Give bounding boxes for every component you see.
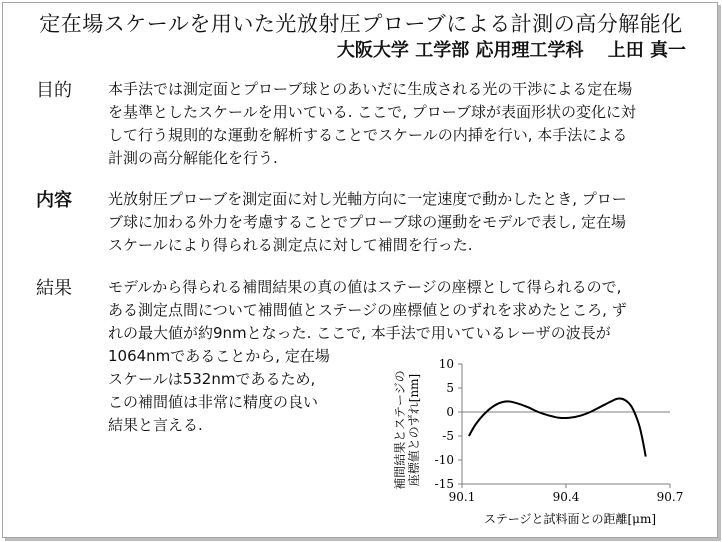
x-tick-label: 90.1 [448,490,476,504]
result-line: れの最大値が約9nmとなった. ここで, 本手法で用いているレーザの波長が [108,324,611,342]
deviation-series-line [469,398,646,456]
result-tail-line: スケールは532nmであるため, [108,370,316,388]
result-label: 結果 [36,278,72,299]
author-affiliation: 大阪大学 工学部 応用理工学科 上田 真一 [336,40,686,61]
content-line: 光放射圧プローブを測定面に対し光軸方向に一定速度で動かしたとき, プロー [108,190,627,208]
y-tick-label: 0 [446,405,454,419]
x-axis-label: ステージと試料面との距離[μm] [483,512,657,526]
purpose-line: 本手法では測定面とプローブ球とのあいだに生成される光の干渉による定在場 [108,80,633,98]
y-tick-label: -10 [434,453,454,467]
y-tick-group [435,357,462,491]
deviation-chart [390,352,690,532]
result-tail [108,345,378,437]
content-body [108,188,698,257]
y-tick-label: 10 [438,357,454,371]
y-axis-label-line1: 補間結果とステージの [393,370,407,490]
purpose-label: 目的 [36,80,72,101]
x-tick-label: 90.4 [552,490,580,504]
purpose-body [108,78,698,170]
result-tail-line: 結果と言える. [108,416,203,434]
purpose-line: して行う規則的な運動を解析することでスケールの内挿を行い, 本手法による [108,126,628,144]
purpose-line: を基準としたスケールを用いている. ここで, プローブ球が表面形状の変化に対 [108,103,637,121]
slide-title: 定在場スケールを用いた光放射圧プローブによる計測の高分解能化 [39,12,683,36]
result-tail-line: この補間値は非常に精度の良い [108,393,319,411]
y-tick-label: -15 [434,477,454,491]
content-line: ブ球に加わる外力を考慮することでプローブ球の運動をモデルで表し, 定在場 [108,213,627,231]
x-tick-group [449,484,684,504]
y-tick-label: -5 [442,429,454,443]
result-tail-line: 1064nmであることから, 定在場 [108,347,330,365]
y-axis-label-line2: 座標値とのずれ[nm] [407,373,421,487]
y-tick-label: 5 [446,381,454,395]
content-line: スケールにより得られる測定点に対して補間を行った. [108,236,473,254]
result-body [108,276,698,345]
result-line: ある測定点間について補間値とステージの座標値とのずれを求めたところ, ず [108,301,627,319]
purpose-line: 計測の高分解能化を行う. [108,149,278,167]
content-label: 内容 [36,190,72,211]
x-tick-label: 90.7 [656,490,684,504]
result-line: モデルから得られる補間結果の真の値はステージの座標として得られるので, [108,278,622,296]
